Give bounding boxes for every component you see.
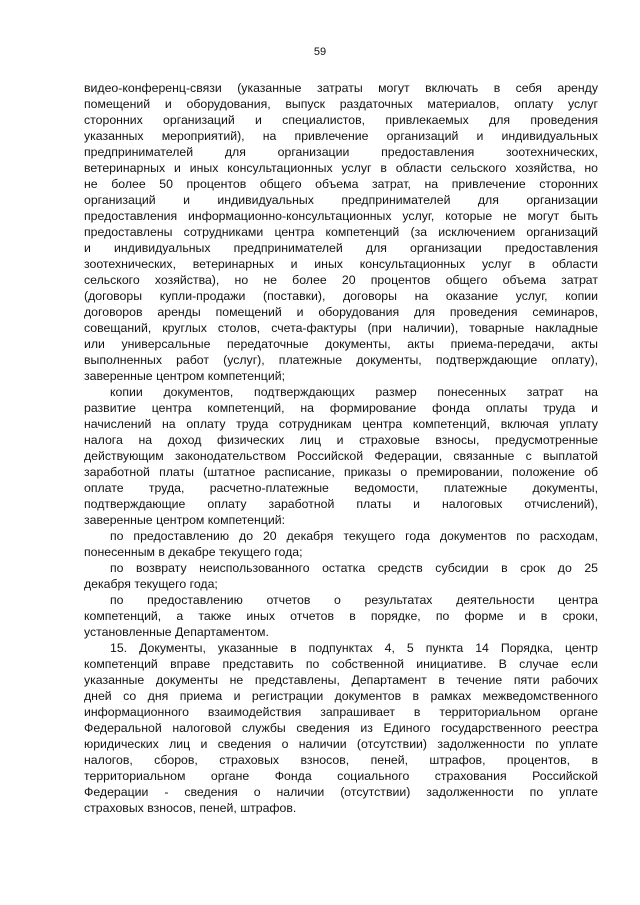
text-line: заработной платы (штатное расписание, приказы о премировании, положение об [84, 465, 598, 479]
text-line: и индивидуальных предпринимателей для организации предоставления [84, 241, 598, 255]
text-line: страховых взносов, пеней, штрафов. [84, 801, 297, 815]
text-line: компетенций вправе представить по собственной инициативе. В случае если [84, 657, 598, 671]
paragraph-first-line: 15. Документы, указанные в подпунктах 4, 5 пункта 14 Порядка, центр [110, 641, 598, 655]
text-line: Федерации - сведения о наличии (отсутствии) задолженности по уплате [84, 785, 598, 799]
text-line: заверенные центром компетенций; [84, 369, 286, 383]
text-line: выполненных работ (услуг), платежные документы, подтверждающие оплату), [84, 353, 598, 367]
text-line: сторонних организаций и специалистов, привлекаемых для проведения [84, 113, 598, 127]
text-line: территориальном органе Фонда социального страхования Российской [84, 769, 598, 783]
text-line: развитие центра компетенций, на формирование фонда оплаты труда и [84, 401, 598, 415]
text-line: или универсальные передаточные документы, акты приема-передачи, акты [84, 337, 598, 351]
paragraph-first-line: по возврату неиспользованного остатка средств субсидии в срок до 25 [110, 561, 598, 575]
text-line: указанных мероприятий), на привлечение организаций и индивидуальных [84, 129, 598, 143]
text-line: юридических лиц и сведения о наличии (отсутствии) задолженности по уплате [84, 737, 598, 751]
text-line: компетенций, а также иных отчетов в порядке, по форме и в сроки, [84, 609, 598, 623]
text-line: ветеринарных и иных консультационных услуг в области сельского хозяйства, но [84, 161, 598, 175]
text-line: заверенные центром компетенций: [84, 513, 286, 527]
text-line: дней со дня приема и регистрации документов в рамках межведомственного [84, 689, 598, 703]
text-line: видео-конференц-связи (указанные затраты могут включать в себя аренду [84, 81, 598, 95]
text-line: Федеральной налоговой службы сведения из Единого государственного реестра [84, 721, 598, 735]
paragraph-first-line: по предоставлению до 20 декабря текущего года документов по расходам, [110, 529, 598, 543]
text-line: предпринимателей для организации предоставления зоотехнических, [84, 145, 598, 159]
text-line: налогов, сборов, страховых взносов, пеней, штрафов, процентов, в [84, 753, 598, 767]
text-line: понесенным в декабре текущего года; [84, 545, 303, 559]
text-line: совещаний, круглых столов, счета-фактуры (при наличии), товарные накладные [84, 321, 598, 335]
text-line: начислений на оплату труда сотрудникам центра компетенций, включая уплату [84, 417, 598, 431]
text-line: предоставления информационно-консультационных услуг, которые не могут быть [84, 209, 598, 223]
text-line: договоров аренды помещений и оборудования для проведения семинаров, [84, 305, 598, 319]
text-line: информационного взаимодействия запрашивает в территориальном органе [84, 705, 598, 719]
text-line: декабря текущего года; [84, 577, 218, 591]
text-line: (договоры купли-продажи (поставки), договоры на оказание услуг, копии [84, 289, 598, 303]
text-line: оплате труда, расчетно-платежные ведомости, платежные документы, [84, 481, 598, 495]
text-line: не более 50 процентов общего объема затрат, на привлечение сторонних [84, 177, 598, 191]
paragraph-first-line: по предоставлению отчетов о результатах деятельности центра [110, 593, 598, 607]
text-line: организаций и индивидуальных предпринимателей для организации [84, 193, 598, 207]
text-line: сельского хозяйства), но не более 20 процентов общего объема затрат [84, 273, 598, 287]
text-line: предоставлены сотрудниками центра компетенций (за исключением организаций [84, 225, 598, 239]
paragraph-first-line: копии документов, подтверждающих размер понесенных затрат на [110, 385, 598, 399]
text-line: зоотехнических, ветеринарных и иных консультационных услуг в области [84, 257, 598, 271]
text-line: подтверждающие оплату заработной платы и налоговых отчислений), [84, 497, 598, 511]
text-line: налога на доход физических лиц и страховые взносы, предусмотренные [84, 433, 598, 447]
text-line: помещений и оборудования, выпуск раздаточных материалов, оплату услуг [84, 97, 598, 111]
text-line: действующим законодательством Российской Федерации, связанные с выплатой [84, 449, 598, 463]
text-line: установленные Департаментом. [84, 625, 269, 639]
text-line: указанные документы не представлены, Департамент в течение пяти рабочих [84, 673, 598, 687]
page-number: 59 [313, 46, 327, 58]
